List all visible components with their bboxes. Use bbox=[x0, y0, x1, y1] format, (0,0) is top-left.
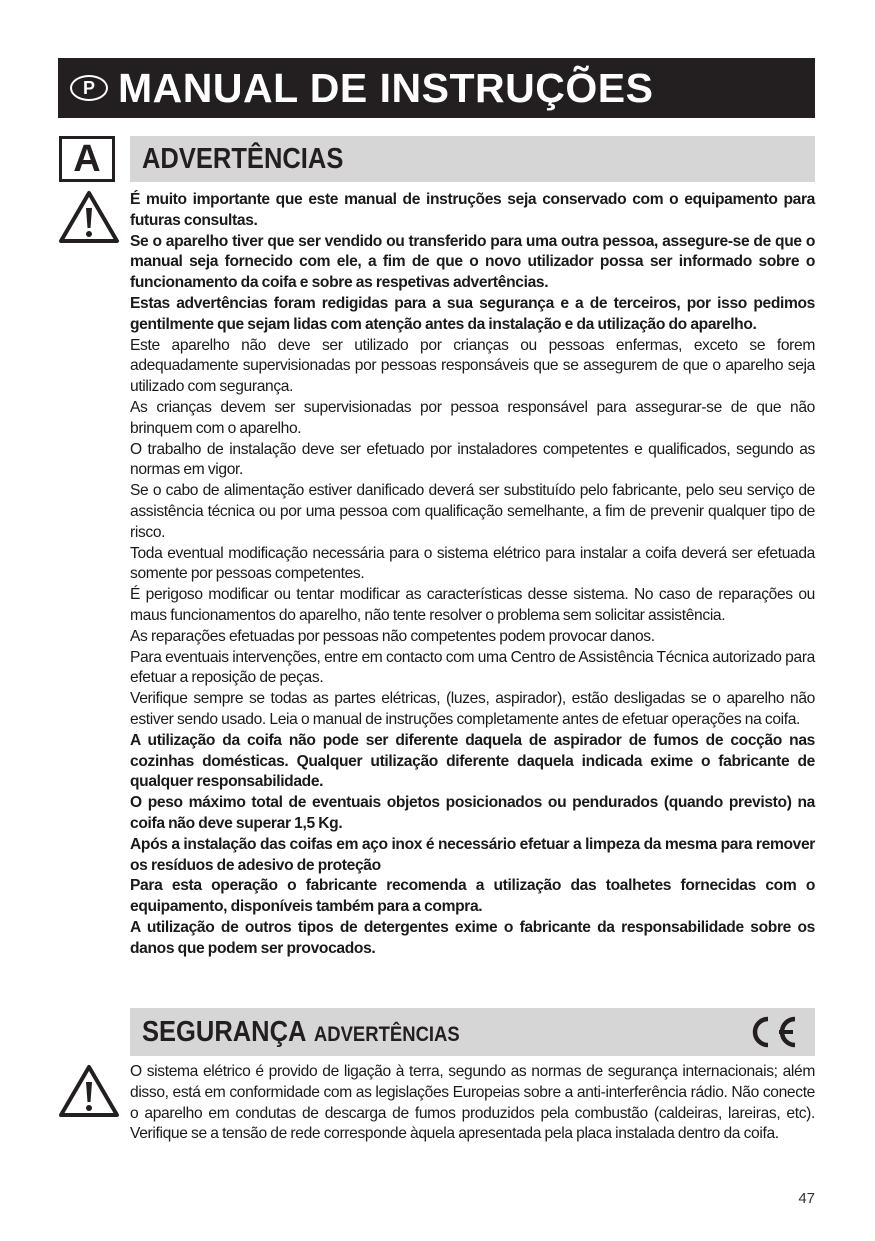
security-heading: SEGURANÇA bbox=[142, 1015, 307, 1048]
paragraph: A utilização da coifa não pode ser diferente daquela de aspirador de fumos de cocção nas cozinhas domésticas. Qualquer utilização diferente daquela indicada exime o fabricante de qualquer responsabilidade. bbox=[130, 731, 815, 791]
warning-triangle-icon bbox=[58, 190, 120, 244]
paragraph: As crianças devem ser supervisionadas por pessoa responsável para assegurar-se de que não brinquem com o aparelho. bbox=[130, 398, 815, 437]
page-title: MANUAL DE INSTRUÇÕES bbox=[118, 64, 654, 111]
security-heading-bar bbox=[130, 1008, 815, 1056]
manual-title-bar bbox=[58, 58, 815, 118]
paragraph: O peso máximo total de eventuais objetos posicionados ou pendurados (quando previsto) na coifa não deve superar 1,5 Kg. bbox=[130, 794, 815, 832]
security-subheading: ADVERTÊNCIAS bbox=[313, 1022, 460, 1046]
paragraph: As reparações efetuadas por pessoas não competentes podem provocar danos. bbox=[130, 627, 655, 645]
language-badge: P bbox=[70, 75, 108, 101]
paragraph: Se o cabo de alimentação estiver danificado deverá ser substituído pelo fabricante, pelo seu serviço de assistência técnica ou por uma pessoa com qualificação semelhante, a fim de prevenir qualquer tipo de risco. bbox=[130, 482, 815, 541]
paragraph: Para eventuais intervenções, entre em contacto com uma Centro de Assistência Técnica autorizado para efetuar a reposição de peças. bbox=[130, 648, 815, 687]
paragraph: Verifique sempre se todas as partes elétricas, (luzes, aspirador), estão desligadas se o aparelho não estiver sendo usado. Leia o manual de instruções completamente antes de efetuar operações na coifa. bbox=[130, 690, 815, 728]
paragraph: É muito importante que este manual de instruções seja conservado com o equipamento para futuras consultas. bbox=[130, 191, 815, 229]
warning-triangle-icon bbox=[58, 1064, 120, 1118]
paragraph: O sistema elétrico é provido de ligação à terra, segundo as normas de segurança internacionais; além disso, está em conformidade com as legislações Europeias sobre a anti-interferência rádio. Não conecte o aparelho em condutas de descarga de fumos produzidos pela combustão (caldeiras, lareiras, etc). Verifique se a tensão de rede corresponde àquela apresentada pela placa instalada dentro da coifa. bbox=[130, 1063, 815, 1143]
seguranca-text bbox=[130, 1062, 815, 1145]
paragraph: A utilização de outros tipos de detergentes exime o fabricante da responsabilidade sobre os danos que podem ser provocados. bbox=[130, 918, 815, 957]
paragraph: Se o aparelho tiver que ser vendido ou transferido para uma outra pessoa, assegure-se de que o manual seja fornecido com ele, a fim de que o novo utilizador possa ser informado sobre o funcionamento da coifa e sobre as respetivas advertências. bbox=[130, 232, 815, 292]
paragraph: Após a instalação das coifas em aço inox é necessário efetuar a limpeza da mesma para remover os resíduos de adesivo de proteção bbox=[130, 835, 815, 874]
paragraph: O trabalho de instalação deve ser efetuado por instaladores competentes e qualificados, segundo as normas em vigor. bbox=[130, 440, 815, 479]
section-heading: ADVERTÊNCIAS bbox=[142, 142, 344, 175]
section-heading-bar bbox=[130, 136, 815, 182]
paragraph: Toda eventual modificação necessária para o sistema elétrico para instalar a coifa deverá ser efetuada somente por pessoas competentes. bbox=[130, 544, 815, 583]
paragraph: Estas advertências foram redigidas para a sua segurança e a de terceiros, por isso pedimos gentilmente que sejam lidas com atenção antes da instalação e da utilização do aparelho. bbox=[130, 294, 815, 333]
ce-mark-icon bbox=[743, 1014, 803, 1050]
page-number: 47 bbox=[798, 1190, 815, 1207]
advertencias-text bbox=[130, 190, 815, 959]
section-letter-box: A bbox=[59, 136, 115, 182]
paragraph: É perigoso modificar ou tentar modificar as características desse sistema. No caso de reparações ou maus funcionamentos do aparelho, não tente resolver o problema sem solicitar assistência. bbox=[130, 586, 815, 624]
paragraph: Este aparelho não deve ser utilizado por crianças ou pessoas enfermas, exceto se forem adequadamente supervisionadas por pessoas responsáveis que se assegurem de que o aparelho seja utilizado com segurança. bbox=[130, 336, 815, 396]
paragraph: Para esta operação o fabricante recomenda a utilização das toalhetes fornecidas com o equipamento, disponíveis também para a compra. bbox=[130, 877, 815, 916]
